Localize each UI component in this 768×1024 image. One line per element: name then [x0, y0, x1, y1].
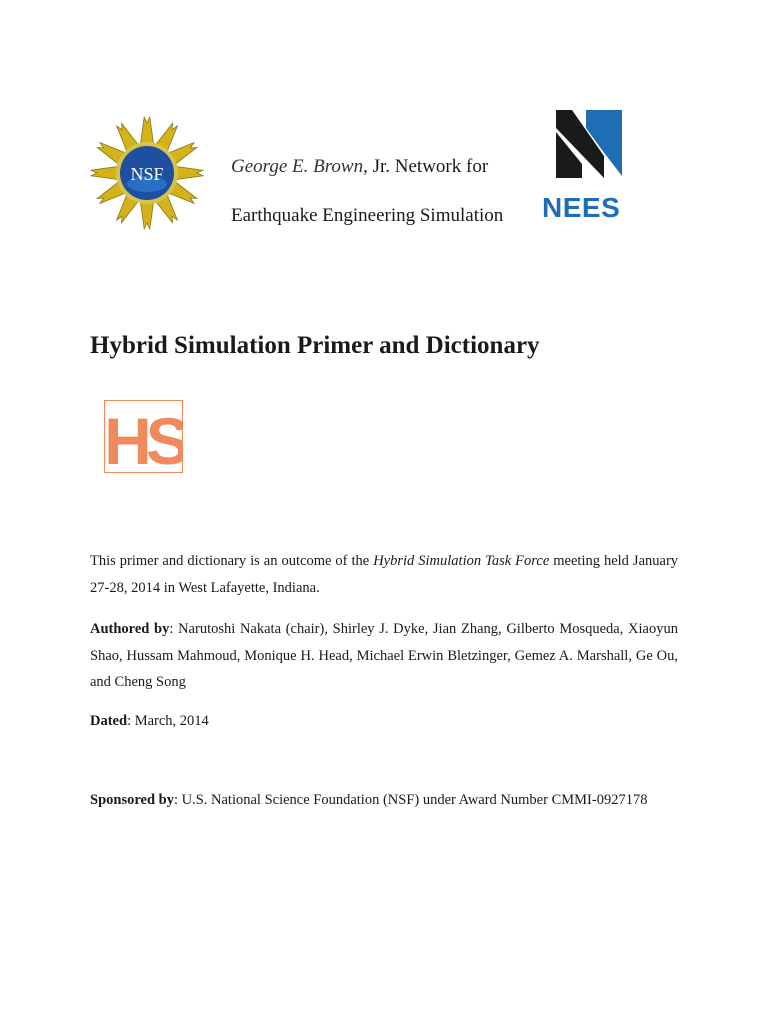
nsf-sun-ray [91, 167, 118, 180]
intro-after: meeting held January 27-28, 2014 in West Lafayette, Indiana. [90, 553, 679, 596]
nees-logo-graphic [542, 106, 638, 186]
sponsor-value: : U.S. National Science Foundation (NSF) under Award Number CMMI-0927178 [173, 792, 648, 808]
nees-logo-text: NEES [542, 192, 621, 223]
dated-label: Dated [90, 713, 128, 729]
document-title: Hybrid Simulation Primer and Dictionary [90, 332, 540, 359]
authors-list: : Narutoshi Nakata (chair), Shirley J. Dyke, Jian Zhang, Gilberto Mosqueda, Xiaoyun Shao, Hussam Mahmoud, Monique H. Head, Michael Erwin Bletzinger, Gemez A. Marshall, Ge Ou, and Cheng Song [90, 621, 678, 690]
hs-logo-graphic [104, 400, 183, 473]
nees-logo [542, 106, 638, 222]
dated-value: : March, 2014 [127, 713, 209, 729]
nsf-sun-ray [141, 117, 154, 144]
intro-paragraph [90, 548, 678, 601]
hs-logo [104, 400, 183, 473]
authors-label: Authored by [90, 621, 170, 637]
sponsor-label: Sponsored by [90, 792, 174, 808]
intro-before: This primer and dictionary is an outcome of the [90, 553, 374, 569]
nsf-sun-ray [141, 202, 154, 229]
nsf-logo [88, 114, 206, 232]
header-line1-rest: , Jr. Network for [363, 156, 489, 177]
header-network-line [231, 156, 488, 178]
authors-paragraph [90, 616, 678, 696]
sponsor-paragraph [90, 787, 678, 814]
task-force-name: Hybrid Simulation Task Force [373, 553, 550, 569]
nsf-sun-ray [176, 167, 203, 180]
nsf-logo-graphic [88, 114, 206, 232]
header-simulation-line: Earthquake Engineering Simulation [231, 205, 504, 226]
header-name: George E. Brown [231, 156, 364, 177]
nsf-logo-text: NSF [130, 164, 164, 184]
dated-paragraph [90, 708, 678, 735]
hs-logo-text: HS [104, 404, 183, 473]
